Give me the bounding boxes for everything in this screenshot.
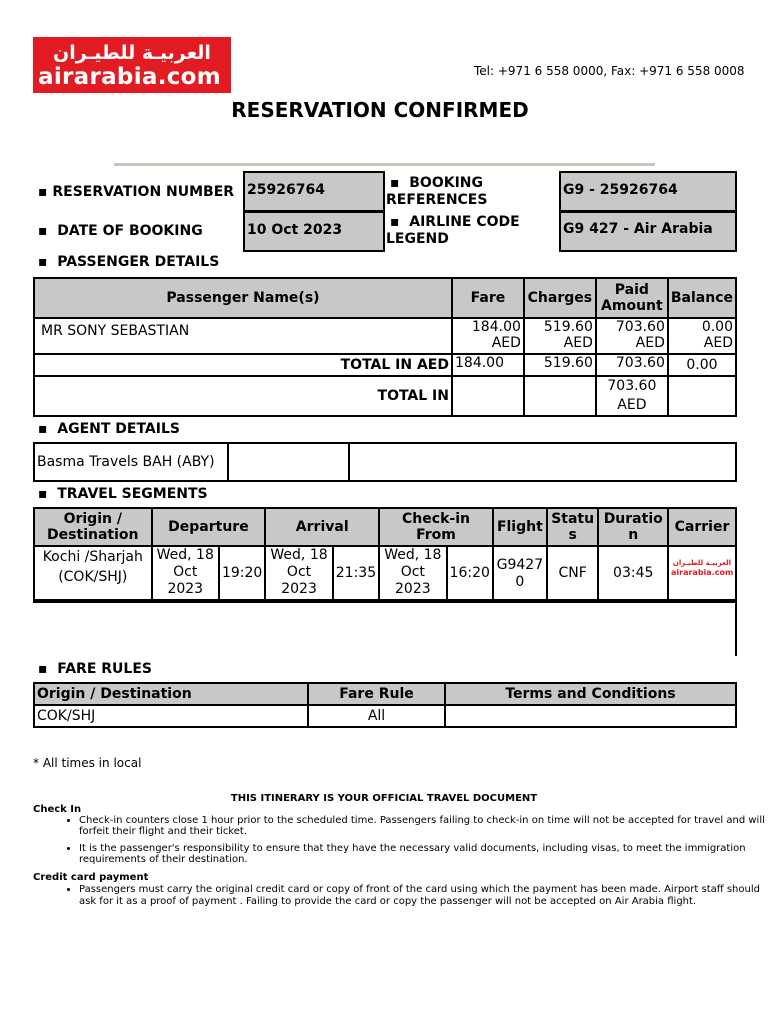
passenger-paid: 703.60 AED	[596, 318, 668, 354]
carrier-logo: العربيـة للطيـران airarabia.com	[671, 559, 734, 577]
total-in-row	[34, 376, 736, 416]
header-flight: Flight	[493, 508, 547, 546]
header-checkin-from: Check-in From	[379, 508, 493, 546]
header-terms: Terms and Conditions	[445, 683, 736, 705]
header-fare-rule: Fare Rule	[308, 683, 445, 705]
header-balance: Balance	[668, 278, 736, 318]
page-title: RESERVATION CONFIRMED	[231, 98, 529, 122]
passenger-table	[33, 277, 737, 417]
segment-edge	[735, 601, 737, 656]
header-carrier: Carrier	[668, 508, 736, 546]
header-charges: Charges	[524, 278, 596, 318]
fare-rule-terms	[445, 705, 736, 727]
credit-card-title: Credit card payment	[33, 872, 149, 883]
total-aed-label: TOTAL IN AED	[34, 354, 452, 376]
total-aed-fare: 184.00	[452, 354, 524, 376]
agent-table	[33, 442, 737, 482]
booking-references-label: ▪ BOOKING REFERENCES	[386, 175, 488, 208]
passenger-details-heading: ▪ PASSENGER DETAILS	[38, 254, 220, 270]
divider	[114, 163, 655, 166]
segments-table	[33, 507, 737, 601]
logo-arabic-text: العربيـة للطيـران	[53, 42, 211, 64]
logo-english-text: airarabia.com	[38, 64, 222, 90]
segment-checkin-time: 16:20	[447, 546, 493, 600]
segment-status: CNF	[547, 546, 599, 600]
credit-card-list	[33, 884, 768, 914]
header-fare: Fare	[452, 278, 524, 318]
segment-departure-date: Wed, 18 Oct 2023	[152, 546, 219, 600]
total-aed-row	[34, 354, 736, 376]
official-document-note: THIS ITINERARY IS YOUR OFFICIAL TRAVEL DOCUMENT	[230, 793, 538, 804]
checkin-list	[33, 815, 768, 871]
fare-rule-row	[34, 705, 736, 727]
total-in-label: TOTAL IN	[34, 376, 452, 416]
fare-rules-table	[33, 682, 737, 728]
segment-duration: 03:45	[598, 546, 668, 600]
segment-arrival-date: Wed, 18 Oct 2023	[265, 546, 332, 600]
agent-details-heading: ▪ AGENT DETAILS	[38, 421, 180, 437]
total-aed-paid: 703.60	[596, 354, 668, 376]
passenger-row	[34, 318, 736, 354]
date-of-booking-label: ▪ DATE OF BOOKING	[38, 223, 203, 239]
agent-name: Basma Travels BAH (ABY)	[34, 443, 228, 481]
passenger-name: MR SONY SEBASTIAN	[34, 318, 452, 354]
segment-arrival-time: 21:35	[333, 546, 379, 600]
checkin-item: • It is the passenger's responsibility to ensure that they have the necessary valid documents, including visas, to meet the immigration requirements of their destination.	[79, 843, 768, 865]
date-of-booking-value: 10 Oct 2023	[243, 211, 385, 252]
header-departure: Departure	[152, 508, 266, 546]
fare-rule-od: COK/SHJ	[34, 705, 308, 727]
reservation-number-label: ▪ RESERVATION NUMBER	[38, 184, 235, 200]
total-in-paid: 703.60 AED	[596, 376, 668, 416]
segment-route: Kochi /Sharjah (COK/SHJ)	[34, 546, 152, 600]
header-origin-destination: Origin / Destination	[34, 508, 152, 546]
segment-flight: G94270	[493, 546, 547, 600]
credit-card-item: • Passengers must carry the original credit card or copy of front of the card using which the payment has been made. Airport staff should ask for it as a proof of payment . Failing to provide the card or copy the passenger will not be accepted on Air Arabia flight.	[79, 884, 768, 908]
total-aed-charges: 519.60	[524, 354, 596, 376]
header-arrival: Arrival	[265, 508, 379, 546]
segment-divider	[33, 601, 737, 603]
header-paid-amount: Paid Amount	[596, 278, 668, 318]
reservation-number-value: 25926764	[243, 171, 385, 212]
airarabia-logo	[33, 37, 231, 93]
segment-carrier	[668, 546, 736, 600]
total-aed-balance: 0.00	[668, 354, 736, 376]
segment-departure-time: 19:20	[219, 546, 265, 600]
checkin-item: • Check-in counters close 1 hour prior to the scheduled time. Passengers failing to check-in on time will not be accepted for travel and will forfeit their flight and their ticket.	[79, 815, 768, 837]
fare-rules-heading: ▪ FARE RULES	[38, 661, 152, 677]
passenger-balance: 0.00 AED	[668, 318, 736, 354]
passenger-charges: 519.60 AED	[524, 318, 596, 354]
checkin-title: Check In	[33, 804, 82, 815]
header-passenger-name: Passenger Name(s)	[34, 278, 452, 318]
travel-segments-heading: ▪ TRAVEL SEGMENTS	[38, 486, 208, 502]
airline-code-label: ▪ AIRLINE CODE LEGEND	[386, 214, 520, 247]
segment-checkin-date: Wed, 18 Oct 2023	[379, 546, 446, 600]
booking-references-value: G9 - 25926764	[559, 171, 737, 212]
fare-rule-value: All	[308, 705, 445, 727]
times-note: * All times in local	[33, 756, 142, 770]
header-duration: Duration	[598, 508, 668, 546]
passenger-fare: 184.00 AED	[452, 318, 524, 354]
airline-code-value: G9 427 - Air Arabia	[559, 211, 737, 252]
header-fare-origin: Origin / Destination	[34, 683, 308, 705]
segment-row	[34, 546, 736, 600]
header-status: Status	[547, 508, 599, 546]
contact-info: Tel: +971 6 558 0000, Fax: +971 6 558 0008	[474, 64, 745, 78]
